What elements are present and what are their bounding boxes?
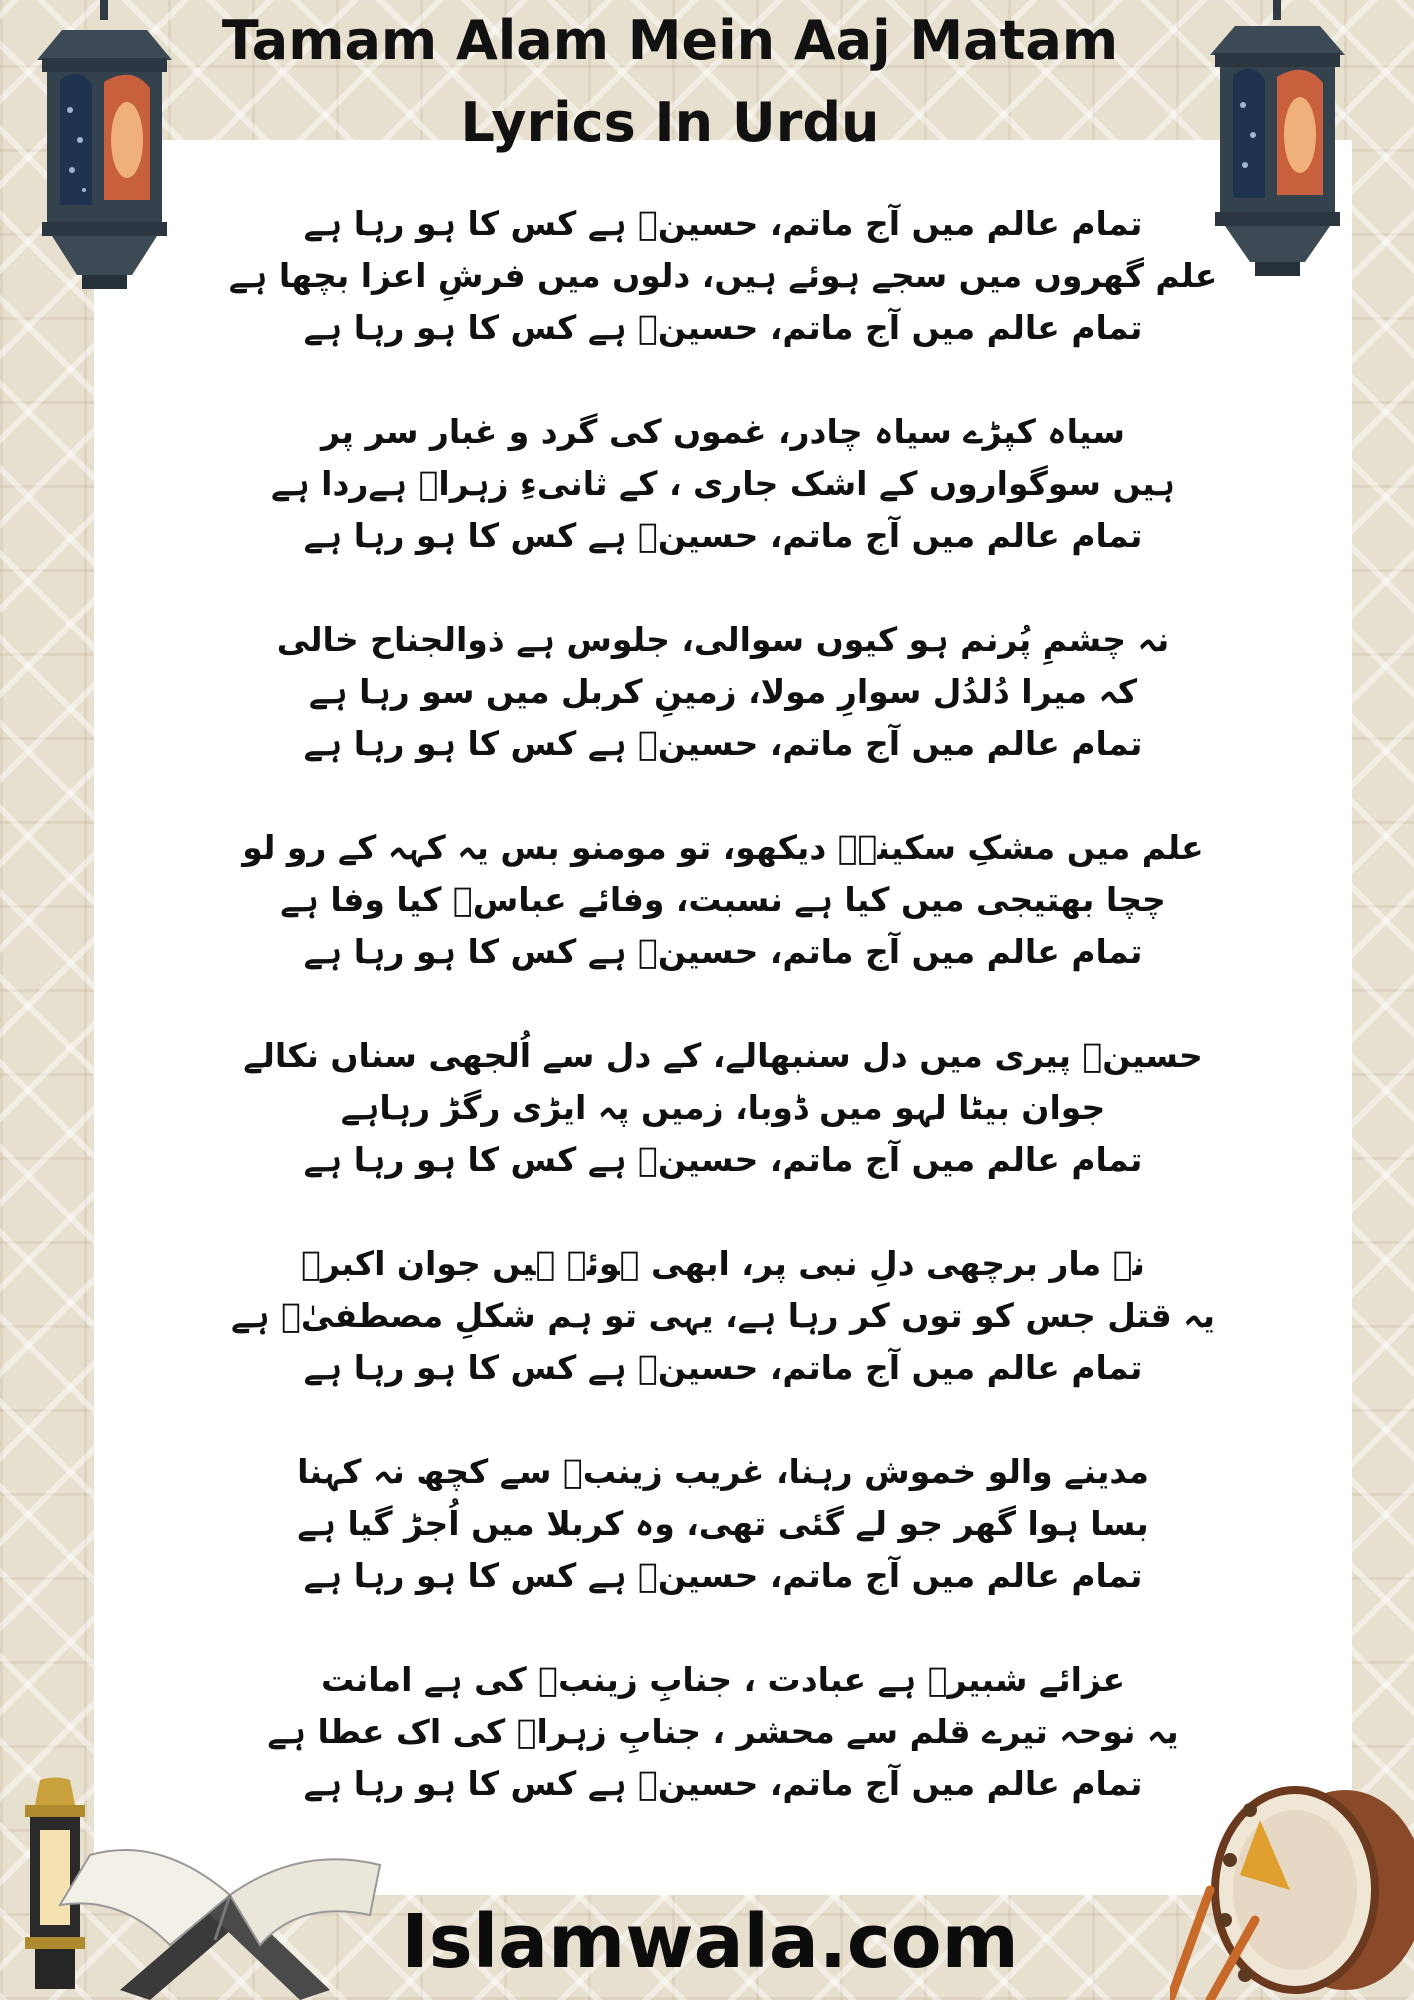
lyric-line: نہ مار برچھی دلِ نبی پر، ابھی ہوئے ہیں جوان اکبرؑ xyxy=(301,1244,1145,1283)
lyric-line: تمام عالم میں آج ماتم، حسینؑ ہے کس کا ہو رہا ہے xyxy=(303,204,1143,243)
lyric-line: تمام عالم میں آج ماتم، حسینؑ ہے کس کا ہو رہا ہے xyxy=(303,932,1143,971)
drum-icon xyxy=(1170,1770,1414,2000)
stanza xyxy=(94,198,1352,354)
lyric-line: مدینے والو خموش رہنا، غریب زینبؑ سے کچھ نہ کہنا xyxy=(297,1452,1149,1491)
lyric-line: تمام عالم میں آج ماتم، حسینؑ ہے کس کا ہو رہا ہے xyxy=(303,1556,1143,1595)
lyric-line: علم میں مشکِ سکینہؑ دیکھو، تو مومنو بس یہ کہہ کے رو لو xyxy=(242,828,1204,867)
lyric-line: حسینؑ پیری میں دل سنبھالے، کے دل سے اُلجھی سناں نکالے xyxy=(243,1036,1203,1075)
lyric-line: ہیں سوگواروں کے اشک جاری ، کے ثانیءِ زہراؑ ہےردا ہے xyxy=(271,464,1175,503)
stanza xyxy=(94,822,1352,978)
site-name: Islamwala.com xyxy=(401,1899,1019,1985)
stanza xyxy=(94,406,1352,562)
lyric-line: تمام عالم میں آج ماتم، حسینؑ ہے کس کا ہو رہا ہے xyxy=(303,724,1143,763)
lyric-line: تمام عالم میں آج ماتم، حسینؑ ہے کس کا ہو رہا ہے xyxy=(303,308,1143,347)
lyrics-body xyxy=(94,198,1352,1862)
stanza xyxy=(94,1030,1352,1186)
lyric-line: علم گھروں میں سجے ہوئے ہیں، دلوں میں فرشِ اعزا بچھا ہے xyxy=(228,256,1218,295)
lyric-line: عزائے شبیرؑ ہے عبادت ، جنابِ زینبؑ کی ہے امانت xyxy=(320,1660,1126,1699)
lyric-line: نہ چشمِ پُرنم ہو کیوں سوالی، جلوس ہے ذوالجناح خالی xyxy=(276,620,1170,659)
lyric-line: تمام عالم میں آج ماتم، حسینؑ ہے کس کا ہو رہا ہے xyxy=(303,1140,1143,1179)
title-line-2: Lyrics In Urdu xyxy=(460,91,880,154)
lyric-line: تمام عالم میں آج ماتم، حسینؑ ہے کس کا ہو رہا ہے xyxy=(303,516,1143,555)
lyric-line: بسا ہوا گھر جو لے گئی تھی، وہ کربلا میں اُجڑ گیا ہے xyxy=(297,1504,1149,1543)
stanza xyxy=(94,1446,1352,1602)
lyric-line: جوان بیٹا لہو میں ڈوبا، زمیں پہ ایڑی رگڑ رہاہے xyxy=(340,1088,1106,1127)
lyric-line: یہ نوحہ تیرے قلم سے محشر ، جنابِ زہراؑ کی اک عطا ہے xyxy=(267,1712,1179,1751)
stanza xyxy=(94,1238,1352,1394)
title-line-1: Tamam Alam Mein Aaj Matam xyxy=(221,9,1119,72)
lyric-line: سیاہ کپڑے سیاہ چادر، غموں کی گرد و غبار سر پر xyxy=(321,412,1125,451)
page-title xyxy=(200,0,1140,164)
lyric-line: چچا بھتیجی میں کیا ہے نسبت، وفائے عباسؑ کیا وفا ہے xyxy=(280,880,1166,919)
lyric-line: تمام عالم میں آج ماتم، حسینؑ ہے کس کا ہو رہا ہے xyxy=(303,1764,1143,1803)
lyric-line: یہ قتل جس کو توں کر رہا ہے، یہی تو ہم شکلِ مصطفیٰؐ ہے xyxy=(230,1296,1216,1335)
stanza xyxy=(94,614,1352,770)
lyric-line: کہ میرا دُلدُل سوارِ مولا، زمینِ کربل میں سو رہا ہے xyxy=(308,672,1138,711)
lyric-line: تمام عالم میں آج ماتم، حسینؑ ہے کس کا ہو رہا ہے xyxy=(303,1348,1143,1387)
